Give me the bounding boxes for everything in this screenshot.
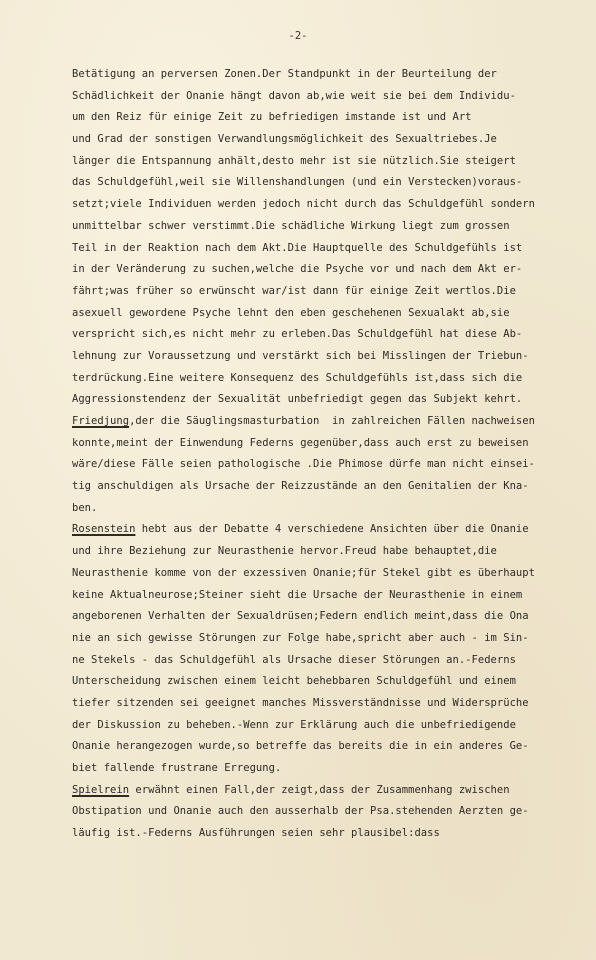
line-text: um den Reiz für einige Zeit zu befriedigen imstande ist und Art [72,111,472,124]
text-line [72,585,572,607]
line-text: Unterscheidung zwischen einem leicht behebbaren Schuldgefühl und einem [72,675,516,688]
text-line [72,194,572,216]
text-line [72,454,572,476]
text-line [72,519,572,541]
line-text: angeborenen Verhalten der Sexualdrüsen;Federn endlich meint,dass die Ona [72,610,529,623]
line-text: in der Veränderung zu suchen,welche die Psyche vor und nach dem Akt er- [72,263,523,276]
text-line [72,129,572,151]
text-line [72,758,572,780]
text-line [72,541,572,563]
speaker-name: Rosenstein [72,523,136,536]
line-text: Onanie herangezogen wurde,so betreffe das bereits die in ein anderes Ge- [72,740,529,753]
line-text: ne Stekels - das Schuldgefühl als Ursache dieser Störungen an.-Federns [72,653,516,666]
text-line [72,433,572,455]
text-line [72,476,572,498]
line-text: und ihre Beziehung zur Neurasthenie hervor.Freud habe behauptet,die [72,545,497,558]
text-line [72,238,572,260]
body-text [72,64,572,845]
text-line [72,389,572,411]
line-text: asexuell gewordene Psyche lehnt den eben geschehenen Sexualakt ab,sie [72,306,510,319]
line-text: biet fallende frustrane Erregung. [72,762,282,774]
text-line [72,281,572,303]
text-line [72,628,572,650]
line-text: wäre/diese Fälle seien pathologische .Die Phimose dürfe man nicht einsei- [72,458,535,471]
line-text: Schädlichkeit der Onanie hängt davon ab,wie weit sie bei dem Individu- [72,89,516,102]
text-line [72,671,572,693]
text-line [72,259,572,281]
page-number: -2- [288,30,308,42]
line-text: tiefer sitzenden sei geeignet manches Missverständnisse und Widersprüche [72,696,529,709]
line-text: terdrückung.Eine weitere Konsequenz des Schuldgefühls ist,dass sich die [72,371,523,384]
line-text: setzt;viele Individuen werden jedoch nicht durch das Schuldgefühl sondern [72,198,535,211]
text-line [72,606,572,628]
line-text: Aggressionstendenz der Sexualität unbefriedigt gegen das Subjekt kehrt. [72,393,523,406]
line-text: konnte,meint der Einwendung Federns gegenüber,dass auch erst zu beweisen [72,436,529,449]
text-line [72,736,572,758]
line-text: Neurasthenie komme von der exzessiven Onanie;für Stekel gibt es überhaupt [72,566,535,579]
line-text: lehnung zur Voraussetzung und verstärkt sich bei Misslingen der Triebun- [72,349,529,362]
text-line [72,823,572,845]
text-line [72,411,572,433]
line-text: hebt aus der Debatte 4 verschiedene Ansichten über die Onanie [135,523,529,536]
text-line [72,324,572,346]
text-line [72,780,572,802]
line-text: ben. [72,501,98,514]
text-line [72,151,572,173]
text-line [72,346,572,368]
line-text: fährt;was früher so erwünscht war/ist dann für einige Zeit wertlos.Die [72,284,516,297]
text-line [72,693,572,715]
text-line [72,64,572,86]
line-text: länger die Entspannung anhält,desto mehr ist sie nützlich.Sie steigert [72,154,516,167]
line-text: tig anschuldigen als Ursache der Reizzustände an den Genitalien der Kna- [72,480,529,493]
line-text: läufig ist.-Federns Ausführungen seien sehr plausibel:dass [72,827,440,840]
text-line [72,303,572,325]
line-text: keine Aktualneurose;Steiner sieht die Ursache der Neurasthenie in einem [72,588,523,601]
text-line [72,172,572,194]
speaker-name: Friedjung [72,415,130,427]
line-text: Obstipation und Onanie auch den ausserhalb der Psa.stehenden Aerzten ge- [72,805,529,818]
line-text: Betätigung an perversen Zonen.Der Standpunkt in der Beurteilung der [72,68,497,80]
text-line [72,368,572,390]
line-text: Teil in der Reaktion nach dem Akt.Die Hauptquelle des Schuldgefühls ist [72,241,523,254]
text-line [72,86,572,108]
text-line [72,563,572,585]
text-line [72,801,572,823]
text-line [72,107,572,129]
line-text: ,der die Säuglingsmasturbation in zahlreichen Fällen nachweisen [129,415,535,427]
line-text: erwähnt einen Fall,der zeigt,dass der Zusammenhang zwischen [129,783,510,796]
line-text: unmittelbar schwer verstimmt.Die schädliche Wirkung liegt zum grossen [72,219,510,232]
line-text: verspricht sich,es nicht mehr zu erleben.Das Schuldgefühl hat diese Ab- [72,328,523,341]
line-text: nie an sich gewisse Störungen zur Folge habe,spricht aber auch - im Sin- [72,631,529,644]
text-line [72,650,572,672]
text-line [72,715,572,737]
speaker-name: Spielrein [72,783,130,796]
text-line [72,216,572,238]
line-text: der Diskussion zu beheben.-Wenn zur Erklärung auch die unbefriedigende [72,718,516,731]
line-text: das Schuldgefühl,weil sie Willenshandlungen (und ein Verstecken)voraus- [72,176,523,189]
text-line [72,498,572,520]
line-text: und Grad der sonstigen Verwandlungsmöglichkeit des Sexualtriebes.Je [72,133,497,146]
